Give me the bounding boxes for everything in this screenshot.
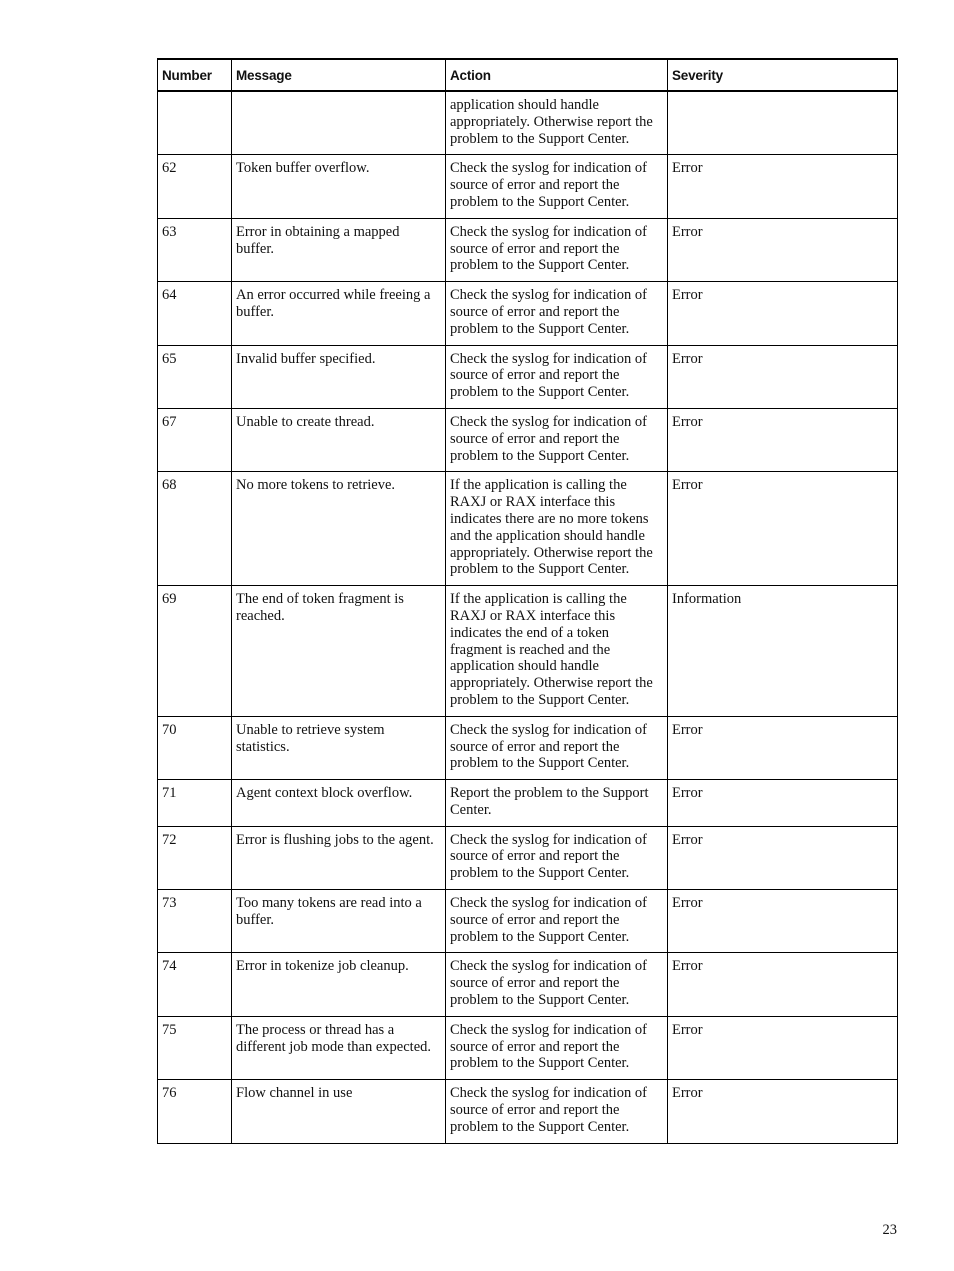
- cell-number: 74: [158, 953, 232, 1016]
- cell-action: Report the problem to the Support Center.: [446, 780, 668, 827]
- cell-action: Check the syslog for indication of source of error and report the problem to the Support Center.: [446, 218, 668, 281]
- cell-number: 63: [158, 218, 232, 281]
- cell-action: Check the syslog for indication of source of error and report the problem to the Support Center.: [446, 953, 668, 1016]
- cell-number: 67: [158, 408, 232, 471]
- cell-number: 70: [158, 716, 232, 779]
- cell-severity: Information: [668, 586, 898, 717]
- cell-message: The process or thread has a different job mode than expected.: [232, 1016, 446, 1079]
- table-row: [158, 345, 898, 408]
- cell-number: [158, 91, 232, 155]
- cell-number: 65: [158, 345, 232, 408]
- cell-severity: Error: [668, 155, 898, 218]
- cell-message: Flow channel in use: [232, 1080, 446, 1143]
- cell-number: 76: [158, 1080, 232, 1143]
- cell-message: Error in obtaining a mapped buffer.: [232, 218, 446, 281]
- cell-number: 69: [158, 586, 232, 717]
- cell-action: Check the syslog for indication of source of error and report the problem to the Support Center.: [446, 282, 668, 345]
- cell-message: Error is flushing jobs to the agent.: [232, 826, 446, 889]
- cell-message: Invalid buffer specified.: [232, 345, 446, 408]
- cell-number: 71: [158, 780, 232, 827]
- table-row: [158, 716, 898, 779]
- cell-action: If the application is calling the RAXJ or RAX interface this indicates there are no more tokens and the application should handle appropriately. Otherwise report the problem to the Support Center.: [446, 472, 668, 586]
- cell-message: Unable to retrieve system statistics.: [232, 716, 446, 779]
- header-action: Action: [446, 59, 668, 91]
- table-row: [158, 472, 898, 586]
- cell-severity: Error: [668, 890, 898, 953]
- page-number: 23: [882, 1222, 897, 1238]
- cell-severity: Error: [668, 826, 898, 889]
- cell-severity: Error: [668, 472, 898, 586]
- cell-number: 73: [158, 890, 232, 953]
- table-header: [158, 59, 898, 91]
- cell-message: No more tokens to retrieve.: [232, 472, 446, 586]
- header-row: [158, 59, 898, 91]
- cell-number: 64: [158, 282, 232, 345]
- cell-message: Too many tokens are read into a buffer.: [232, 890, 446, 953]
- cell-severity: Error: [668, 282, 898, 345]
- cell-number: 75: [158, 1016, 232, 1079]
- table-row: [158, 218, 898, 281]
- cell-action: Check the syslog for indication of source of error and report the problem to the Support Center.: [446, 826, 668, 889]
- cell-action: If the application is calling the RAXJ or RAX interface this indicates the end of a token fragment is reached and the application should handle appropriately. Otherwise report the problem to the Support Center.: [446, 586, 668, 717]
- table-row: [158, 780, 898, 827]
- cell-message: [232, 91, 446, 155]
- table-row: [158, 91, 898, 155]
- cell-severity: Error: [668, 716, 898, 779]
- cell-severity: Error: [668, 780, 898, 827]
- table-row: [158, 890, 898, 953]
- cell-action: Check the syslog for indication of source of error and report the problem to the Support Center.: [446, 155, 668, 218]
- header-message: Message: [232, 59, 446, 91]
- cell-severity: Error: [668, 218, 898, 281]
- table-row: [158, 155, 898, 218]
- error-message-table: [157, 58, 898, 1144]
- cell-message: Unable to create thread.: [232, 408, 446, 471]
- cell-action: application should handle appropriately. Otherwise report the problem to the Support Center.: [446, 91, 668, 155]
- cell-message: Token buffer overflow.: [232, 155, 446, 218]
- table-row: [158, 408, 898, 471]
- cell-severity: [668, 91, 898, 155]
- table-row: [158, 282, 898, 345]
- cell-message: The end of token fragment is reached.: [232, 586, 446, 717]
- header-severity: Severity: [668, 59, 898, 91]
- cell-message: An error occurred while freeing a buffer.: [232, 282, 446, 345]
- cell-action: Check the syslog for indication of source of error and report the problem to the Support Center.: [446, 345, 668, 408]
- cell-severity: Error: [668, 1016, 898, 1079]
- cell-number: 62: [158, 155, 232, 218]
- cell-message: Error in tokenize job cleanup.: [232, 953, 446, 1016]
- cell-action: Check the syslog for indication of source of error and report the problem to the Support Center.: [446, 716, 668, 779]
- cell-severity: Error: [668, 408, 898, 471]
- cell-message: Agent context block overflow.: [232, 780, 446, 827]
- cell-action: Check the syslog for indication of source of error and report the problem to the Support Center.: [446, 1080, 668, 1143]
- table-row: [158, 586, 898, 717]
- table-body: [158, 91, 898, 1143]
- cell-severity: Error: [668, 345, 898, 408]
- cell-action: Check the syslog for indication of source of error and report the problem to the Support Center.: [446, 890, 668, 953]
- cell-severity: Error: [668, 953, 898, 1016]
- cell-number: 68: [158, 472, 232, 586]
- header-number: Number: [158, 59, 232, 91]
- cell-severity: Error: [668, 1080, 898, 1143]
- cell-action: Check the syslog for indication of source of error and report the problem to the Support Center.: [446, 408, 668, 471]
- table-row: [158, 1016, 898, 1079]
- table-row: [158, 826, 898, 889]
- cell-number: 72: [158, 826, 232, 889]
- cell-action: Check the syslog for indication of source of error and report the problem to the Support Center.: [446, 1016, 668, 1079]
- table-row: [158, 1080, 898, 1143]
- table-row: [158, 953, 898, 1016]
